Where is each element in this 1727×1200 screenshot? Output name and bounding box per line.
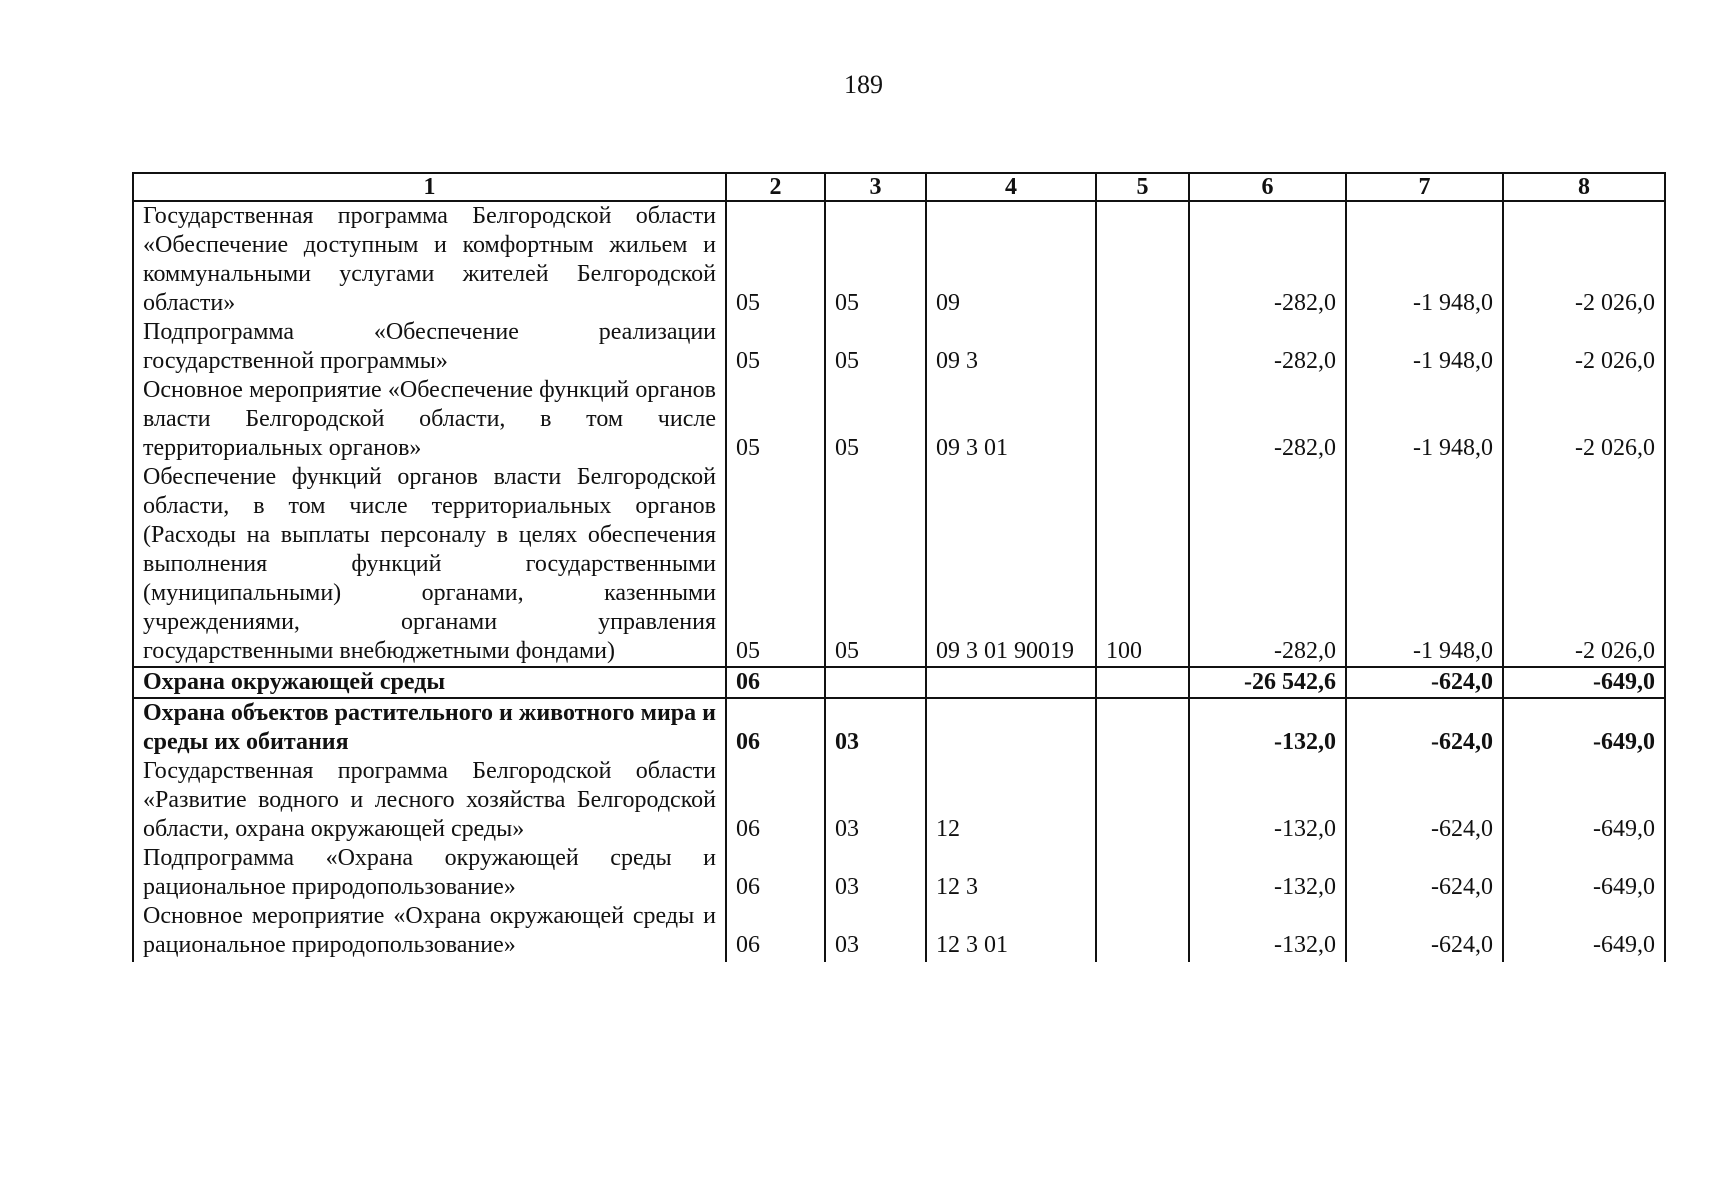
row-name: Подпрограмма «Обеспечение реализации государственной программы»	[133, 318, 726, 376]
column-header-7: 7	[1346, 173, 1503, 201]
row-value-8: -2 026,0	[1503, 463, 1665, 667]
row-value-6: -26 542,6	[1189, 667, 1346, 698]
row-subsection-code: 03	[825, 902, 926, 962]
table-row	[133, 667, 1665, 698]
row-value-7: -624,0	[1346, 844, 1503, 902]
page-number: 189	[844, 70, 883, 99]
row-section-code: 05	[726, 376, 825, 463]
column-header-5: 5	[1096, 173, 1189, 201]
row-target-article: 09 3 01	[926, 376, 1096, 463]
row-subsection-code: 03	[825, 698, 926, 757]
row-name: Охрана объектов растительного и животного мира и среды их обитания	[133, 698, 726, 757]
row-section-code: 05	[726, 201, 825, 318]
row-subsection-code: 05	[825, 318, 926, 376]
table-row	[133, 463, 1665, 667]
row-subsection-code: 05	[825, 376, 926, 463]
row-expense-type	[1096, 376, 1189, 463]
row-value-7: -624,0	[1346, 698, 1503, 757]
row-value-6: -132,0	[1189, 698, 1346, 757]
row-value-8: -649,0	[1503, 698, 1665, 757]
row-section-code: 06	[726, 844, 825, 902]
row-name: Обеспечение функций органов власти Белгородской области, в том числе территориальных органов (Расходы на выплаты персоналу в целях обеспечения выполнения функций государственными (муниципальными) органами, казенными учреждениями, органами управления государственными внебюджетными фондами)	[133, 463, 726, 667]
row-section-code: 06	[726, 667, 825, 698]
row-target-article: 09 3 01 90019	[926, 463, 1096, 667]
row-target-article: 09 3	[926, 318, 1096, 376]
row-value-8: -649,0	[1503, 757, 1665, 844]
table-row	[133, 318, 1665, 376]
row-value-8: -2 026,0	[1503, 376, 1665, 463]
row-target-article	[926, 698, 1096, 757]
table-row	[133, 757, 1665, 844]
column-header-6: 6	[1189, 173, 1346, 201]
row-subsection-code: 05	[825, 201, 926, 318]
row-value-8: -649,0	[1503, 844, 1665, 902]
row-value-8: -2 026,0	[1503, 201, 1665, 318]
row-expense-type	[1096, 844, 1189, 902]
row-value-7: -1 948,0	[1346, 318, 1503, 376]
row-subsection-code: 05	[825, 463, 926, 667]
row-name: Государственная программа Белгородской области «Развитие водного и лесного хозяйства Белгородской области, охрана окружающей среды»	[133, 757, 726, 844]
row-section-code: 05	[726, 318, 825, 376]
row-value-6: -282,0	[1189, 201, 1346, 318]
budget-table	[132, 172, 1666, 962]
row-value-6: -132,0	[1189, 757, 1346, 844]
row-value-8: -2 026,0	[1503, 318, 1665, 376]
table-row	[133, 201, 1665, 318]
row-expense-type	[1096, 757, 1189, 844]
row-value-6: -282,0	[1189, 318, 1346, 376]
row-value-7: -1 948,0	[1346, 376, 1503, 463]
row-target-article	[926, 667, 1096, 698]
row-value-7: -1 948,0	[1346, 463, 1503, 667]
row-name: Государственная программа Белгородской области «Обеспечение доступным и комфортным жильем и коммунальными услугами жителей Белгородской области»	[133, 201, 726, 318]
row-value-7: -624,0	[1346, 757, 1503, 844]
row-value-7: -1 948,0	[1346, 201, 1503, 318]
row-value-7: -624,0	[1346, 902, 1503, 962]
row-name: Основное мероприятие «Охрана окружающей среды и рациональное природопользование»	[133, 902, 726, 962]
row-expense-type	[1096, 201, 1189, 318]
row-section-code: 05	[726, 463, 825, 667]
row-value-6: -282,0	[1189, 463, 1346, 667]
row-name: Охрана окружающей среды	[133, 667, 726, 698]
row-target-article: 12	[926, 757, 1096, 844]
row-subsection-code: 03	[825, 757, 926, 844]
row-target-article: 09	[926, 201, 1096, 318]
table-row	[133, 698, 1665, 757]
row-target-article: 12 3	[926, 844, 1096, 902]
table-header-row	[133, 173, 1665, 201]
row-value-6: -282,0	[1189, 376, 1346, 463]
row-section-code: 06	[726, 902, 825, 962]
table-row	[133, 376, 1665, 463]
row-subsection-code: 03	[825, 844, 926, 902]
column-header-4: 4	[926, 173, 1096, 201]
row-expense-type	[1096, 698, 1189, 757]
column-header-3: 3	[825, 173, 926, 201]
row-name: Подпрограмма «Охрана окружающей среды и рациональное природопользование»	[133, 844, 726, 902]
row-expense-type	[1096, 318, 1189, 376]
row-name: Основное мероприятие «Обеспечение функций органов власти Белгородской области, в том числе территориальных органов»	[133, 376, 726, 463]
row-value-8: -649,0	[1503, 902, 1665, 962]
row-expense-type	[1096, 902, 1189, 962]
row-value-7: -624,0	[1346, 667, 1503, 698]
column-header-1: 1	[133, 173, 726, 201]
table-row	[133, 844, 1665, 902]
row-section-code: 06	[726, 757, 825, 844]
column-header-2: 2	[726, 173, 825, 201]
table-row	[133, 902, 1665, 962]
row-expense-type: 100	[1096, 463, 1189, 667]
row-value-6: -132,0	[1189, 902, 1346, 962]
column-header-8: 8	[1503, 173, 1665, 201]
row-expense-type	[1096, 667, 1189, 698]
row-value-6: -132,0	[1189, 844, 1346, 902]
row-value-8: -649,0	[1503, 667, 1665, 698]
row-target-article: 12 3 01	[926, 902, 1096, 962]
row-subsection-code	[825, 667, 926, 698]
row-section-code: 06	[726, 698, 825, 757]
